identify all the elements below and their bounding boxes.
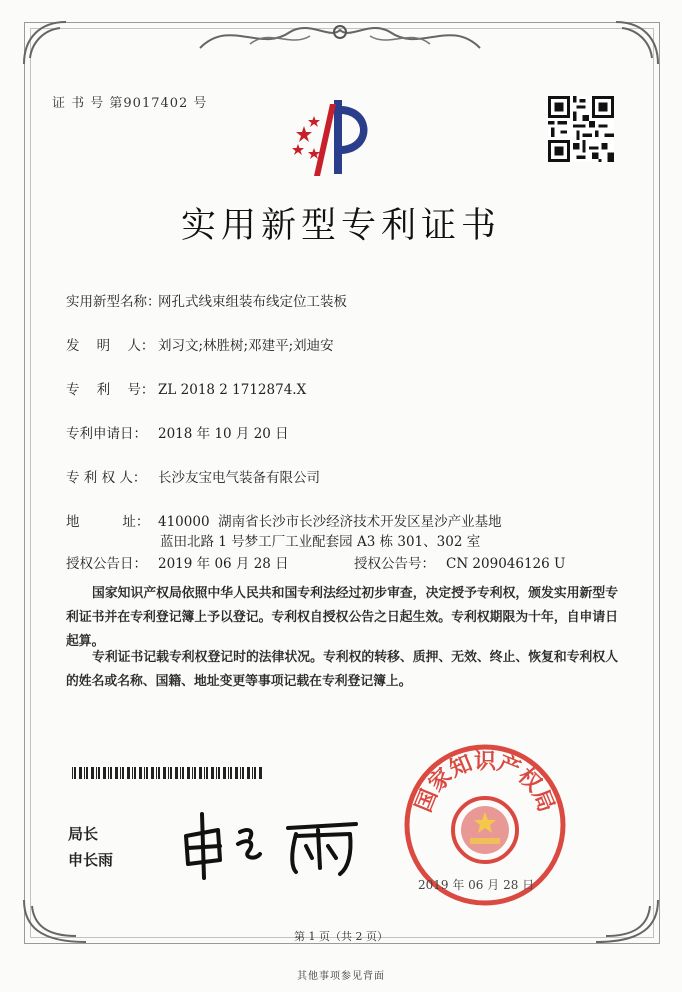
back-note: 其他事项参见背面	[297, 971, 385, 982]
qr-code	[548, 96, 614, 162]
address-label: 地 址：	[66, 514, 150, 530]
patentee-row	[66, 466, 320, 486]
grant-date: 2019 年 06 月 28 日	[158, 556, 289, 572]
address-row	[66, 510, 502, 530]
patentee-label: 专 利 权 人：	[66, 470, 147, 486]
seal-text: 国家知识产权局	[411, 749, 559, 816]
svg-text:国家知识产权局	[411, 749, 558, 815]
utility-model-label: 实用新型名称：	[66, 294, 161, 310]
filing-date-row	[66, 422, 289, 442]
certificate-title: 实用新型专利证书	[180, 206, 501, 246]
grant-number-label: 授权公告号：	[354, 556, 435, 572]
inventor-names: 刘习文;林胜树;邓建平;刘迪安	[158, 338, 334, 354]
patent-number-row	[66, 378, 306, 398]
grant-statement-paragraph: 国家知识产权局依照中华人民共和国专利法经过初步审查，决定授予专利权，颁发实用新型专利证书并在专利登记簿上予以登记。专利权自授权公告之日起生效。专利权期限为十年，自申请日起算。	[66, 586, 618, 649]
director-name: 申长雨	[68, 851, 114, 869]
legal-status-paragraph: 专利证书记载专利权登记时的法律状况。专利权的转移、质押、无效、终止、恢复和专利权人的姓名或名称、国籍、地址变更等事项记载在专利登记簿上。	[66, 650, 618, 689]
corner-ornament-top-right	[612, 18, 662, 68]
utility-model-row	[66, 290, 347, 310]
filing-date-label: 专利申请日：	[66, 426, 147, 442]
inventor-row	[66, 334, 334, 354]
patentee-name: 长沙友宝电气装备有限公司	[158, 470, 320, 486]
patent-number: ZL 2018 2 1712874.X	[158, 382, 307, 398]
patent-office-logo	[290, 96, 380, 186]
director-title: 局长	[68, 825, 99, 843]
top-ornament	[190, 18, 490, 58]
page-indicator: 第 1 页（共 2 页）	[294, 930, 388, 943]
grant-row	[66, 552, 565, 572]
certificate-number: 证 书 号 第9017402 号	[52, 96, 208, 111]
seal-date: 2019 年 06 月 28 日	[418, 878, 535, 892]
grant-date-label: 授权公告日：	[66, 556, 147, 572]
barcode	[72, 767, 262, 779]
patent-number-label: 专 利 号：	[66, 382, 155, 398]
director-signature	[178, 808, 368, 882]
utility-model-name: 网孔式线束组装布线定位工装板	[158, 294, 347, 310]
filing-date: 2018 年 10 月 20 日	[158, 426, 289, 442]
address-line-1: 410000 湖南省长沙市长沙经济技术开发区星沙产业基地	[158, 514, 502, 530]
inventor-label: 发 明 人：	[66, 338, 155, 354]
address-line-2: 蓝田北路 1 号梦工厂工业配套园 A3 栋 301、302 室	[160, 534, 481, 550]
corner-ornament-top-left	[20, 18, 70, 68]
grant-number: CN 209046126 U	[446, 556, 566, 572]
